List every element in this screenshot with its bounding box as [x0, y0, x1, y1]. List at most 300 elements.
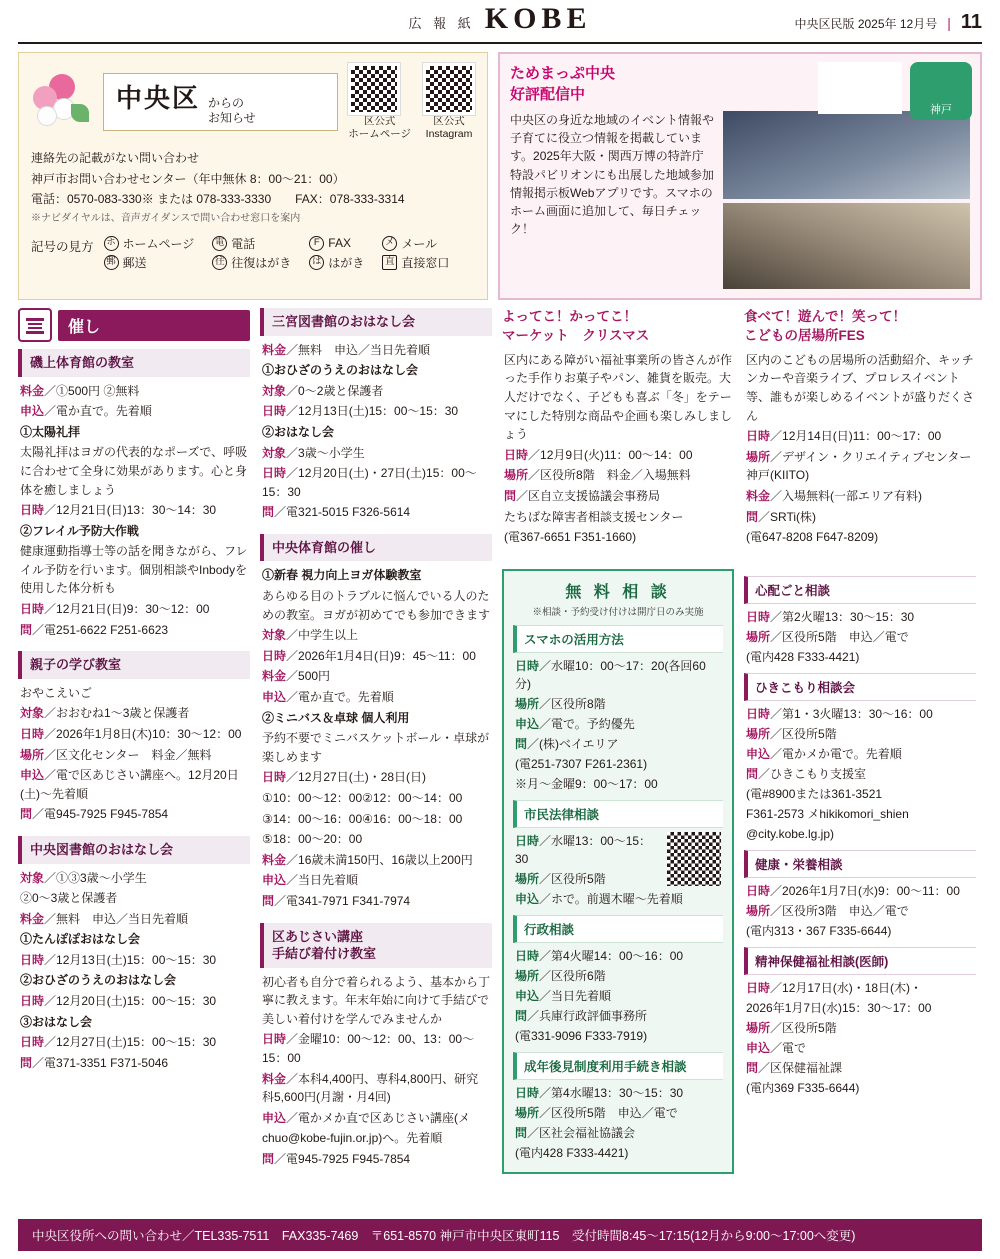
- detail-line: [20, 501, 248, 520]
- consult-item: [744, 947, 976, 1097]
- column-1-cards: [18, 349, 250, 1072]
- legend-item-post: [104, 254, 195, 271]
- field-value: ／区文化センター 料金／無料: [44, 747, 212, 762]
- detail-line: [746, 999, 974, 1017]
- consult-item-body: [744, 975, 976, 1097]
- consult-item-title: 健康・栄養相談: [744, 850, 976, 878]
- field-value: ／電かメか電で。先着順: [770, 746, 902, 761]
- detail-line: [20, 1013, 248, 1032]
- consult-item-title: 市民法律相談: [513, 800, 723, 828]
- field-value: ①たんぽぽおはなし会: [20, 932, 141, 947]
- kobe-badge: 神戸: [910, 62, 972, 120]
- field-label: 問: [262, 1151, 275, 1166]
- contact-line-3: 電話：0570-083-330※ または 078-333-3330 FAX：078-333-3314: [31, 192, 405, 207]
- qr-code-icon[interactable]: [423, 63, 475, 115]
- field-value: ／本科4,400円、専科4,800円、研究科5,600円(月謝・月4回): [262, 1071, 479, 1105]
- field-label: 場所: [746, 903, 771, 918]
- field-label: 対象: [20, 706, 45, 721]
- field-value: ／第2火曜13：30～15：30: [770, 609, 915, 624]
- field-value: ／区役所5階: [539, 871, 606, 886]
- field-value: ②おはなし会: [262, 424, 335, 439]
- flower-icon: [31, 74, 93, 130]
- detail-line: [20, 443, 248, 499]
- field-value: ⑤18：00～20：00: [262, 832, 363, 847]
- field-value: ／第4火曜14：00～16：00: [539, 948, 684, 963]
- legend-item-postcard: [309, 254, 364, 271]
- post-icon: 郵: [104, 255, 119, 270]
- card-title-line: 三宮図書館のおはなし会: [272, 314, 416, 329]
- detail-line: [504, 487, 732, 506]
- field-label: 日時: [262, 466, 287, 481]
- detail-line: [515, 715, 721, 733]
- consult-item-body: [744, 604, 976, 666]
- card-title-line: 中央体育館の催し: [272, 539, 377, 555]
- card-body: [18, 679, 250, 824]
- field-label: 問: [746, 1060, 759, 1075]
- consult-item-title: 行政相談: [513, 915, 723, 943]
- kodomo-fes-body: [744, 346, 976, 547]
- field-label: 場所: [504, 468, 529, 483]
- field-value: ／第4水曜13：30～15：30: [539, 1085, 684, 1100]
- field-label: 料金: [262, 669, 287, 684]
- field-label: 日時: [20, 727, 45, 741]
- masthead-title: [409, 2, 592, 36]
- field-label: 申込: [262, 873, 287, 888]
- field-label: 日時: [20, 1035, 45, 1050]
- field-label: 場所: [746, 629, 771, 644]
- column-4: [744, 308, 976, 549]
- detail-line: [262, 1109, 490, 1128]
- detail-line: [515, 657, 721, 693]
- detail-line: [20, 522, 248, 541]
- telephone-icon: 電: [212, 236, 227, 251]
- consult-item-body: [513, 943, 723, 1045]
- detail-line: [262, 768, 490, 787]
- card-title: [260, 308, 492, 336]
- detail-line: [515, 735, 721, 753]
- detail-line: [262, 892, 490, 911]
- field-value: ／入場無料(一部エリア有料): [770, 488, 923, 503]
- field-label: 料金: [20, 911, 45, 926]
- card-title-line: 中央図書館のおはなし会: [30, 841, 174, 857]
- fax-icon: F: [309, 236, 324, 251]
- card-title: [18, 836, 250, 864]
- field-value: あらゆる目のトラブルに悩んでいる人のための教室。ヨガが初めてでも参加できます: [262, 589, 491, 622]
- market-title: [502, 308, 734, 346]
- detail-line: [746, 882, 974, 900]
- field-value: ／電で。予約優先: [539, 716, 635, 731]
- field-label: 問: [515, 1008, 528, 1023]
- field-value: ／区自立支援協議会事務局: [516, 488, 661, 503]
- field-label: 日時: [262, 648, 287, 663]
- field-value: ／0～2歳と保護者: [286, 383, 384, 398]
- postcard-icon: は: [309, 255, 324, 270]
- detail-line: [20, 889, 248, 908]
- detail-line: [504, 466, 732, 485]
- detail-line: [20, 423, 248, 442]
- field-label: 料金: [262, 852, 287, 867]
- card-title-line: 区あじさい講座: [272, 928, 364, 944]
- field-value: 区内にある障がい福祉事業所の皆さんが作った手作りお菓子やパン、雑貨を販売。大人だけでなく、子どもも喜ぶ「冬」をテーマにした特別な商品や企画も楽しみしましょう: [504, 352, 733, 442]
- consult-item: [744, 576, 976, 666]
- field-value: (電647-8208 F647-8209): [746, 530, 879, 545]
- column-2: [260, 308, 492, 1181]
- field-label: 申込: [515, 716, 540, 731]
- field-value: ／12月13日(土)15：00～15：30: [286, 404, 459, 419]
- field-value: ／電で: [770, 1040, 807, 1055]
- detail-line: [262, 361, 490, 380]
- field-value: ②おひざのうえのおはなし会: [20, 973, 177, 988]
- consult-item: [513, 1052, 723, 1162]
- contact-lines: [31, 149, 475, 226]
- field-value: ／電341-7971 F341-7974: [274, 893, 411, 908]
- field-label: 問: [746, 509, 759, 524]
- detail-line: [20, 971, 248, 990]
- field-value: ／2026年1月7日(水)9：00～11：00: [770, 883, 960, 898]
- card-body: [260, 968, 492, 1169]
- detail-line: [20, 766, 248, 803]
- detail-line: [262, 789, 490, 808]
- field-label: 料金: [746, 488, 771, 503]
- event-card: [18, 349, 250, 639]
- field-value: ／12月14日(日)11：00～17：00: [770, 429, 942, 444]
- detail-line: [20, 1054, 248, 1073]
- detail-line: [20, 621, 248, 640]
- field-label: 日時: [504, 447, 529, 462]
- detail-line: [262, 667, 490, 686]
- detail-line: [515, 1027, 721, 1045]
- field-label: 対象: [262, 445, 287, 460]
- detail-line: [504, 528, 732, 547]
- detail-line: [746, 725, 974, 743]
- legend-item-tel: [212, 235, 291, 252]
- field-value: ／当日先着順: [539, 988, 612, 1003]
- field-value: ／デザイン・クリエイティブセンター神戸(KIITO): [746, 449, 972, 483]
- detail-line: [746, 765, 974, 783]
- free-consult-items: [513, 625, 723, 1162]
- edition-label: 中央区民版 2025年 12月号: [794, 17, 938, 31]
- legend-label-postcard: はがき: [328, 255, 365, 270]
- card-title: [260, 534, 492, 562]
- tamemap-description: 中央区の身近な地域のイベント情報や子育てに役立つ情報を掲載しています。2025年大阪・関西万博の特許庁特設パビリオンにも出展した地域参加情報掲示板Webアプリです。スマホのホーム画面に追加して、毎日チェック！: [510, 113, 715, 237]
- detail-line: [746, 1039, 974, 1057]
- tamemap-body: [510, 111, 970, 289]
- field-value: ／①③3歳～小学生: [44, 870, 147, 885]
- detail-line: [515, 967, 721, 985]
- field-value: F361-2573 メhikikomori_shien: [746, 806, 909, 821]
- field-value: ／12月21日(日)13：30～14：30: [44, 503, 217, 518]
- detail-line: [20, 992, 248, 1011]
- field-label: 申込: [262, 1110, 287, 1125]
- detail-line: [262, 382, 490, 401]
- field-value: ／金曜10：00～12：00、13：00～15：00: [262, 1032, 475, 1065]
- ward-name: 中央区: [116, 83, 201, 114]
- field-label: 対象: [262, 383, 287, 398]
- detail-line: [515, 775, 721, 793]
- free-consult-box: [502, 569, 734, 1174]
- tamemap-photos: [723, 111, 970, 289]
- detail-line: [20, 910, 248, 929]
- market-title-line2: マーケット クリスマス: [502, 327, 650, 343]
- consult-item: [744, 673, 976, 843]
- field-label: 問: [262, 893, 275, 908]
- field-label: 日時: [746, 706, 771, 721]
- field-value: ／12月20日(土)・27日(土)15：00～15：30: [262, 466, 477, 499]
- detail-line: [515, 695, 721, 713]
- field-value: ／おおむね1～3歳と保護者: [44, 706, 190, 721]
- detail-line: [504, 508, 732, 527]
- detail-line: [262, 688, 490, 707]
- legend-label-counter: 直接窓口: [401, 255, 450, 270]
- events-section-title: 催し: [58, 310, 250, 341]
- detail-line: [746, 351, 974, 425]
- legend-item-mail: [382, 235, 449, 252]
- legend-label-mail: メール: [401, 236, 438, 251]
- field-label: 日時: [20, 602, 45, 617]
- card-body: [260, 561, 492, 910]
- detail-line: [515, 890, 721, 908]
- tamemap-title-line1: ためまっぷ中央: [510, 65, 616, 82]
- legend: [31, 235, 475, 271]
- card-title-line: 手結び着付け教室: [272, 946, 377, 962]
- legend-label-homepage: ホームページ: [122, 236, 195, 251]
- detail-line: [262, 1070, 490, 1107]
- field-value: ②フレイル予防大作戦: [20, 523, 139, 538]
- columns-3-4: [502, 308, 976, 1181]
- field-label: 日時: [262, 404, 287, 419]
- field-value: たちばな障害者相談支援センター: [504, 509, 684, 524]
- field-value: 2026年1月7日(水)15：30～17：00: [746, 1000, 932, 1015]
- field-label: 場所: [515, 696, 540, 711]
- field-value: ／無料 申込／当日先着順: [44, 911, 189, 926]
- detail-line: [746, 1079, 974, 1097]
- detail-line: [20, 930, 248, 949]
- tamemap-app-card: [818, 62, 902, 114]
- field-value: ／電321-5015 F326-5614: [274, 505, 411, 520]
- field-value: (電内313・367 F335-6644): [746, 923, 892, 938]
- detail-line: [746, 487, 974, 506]
- field-label: 日時: [262, 1032, 287, 1047]
- qr-instagram-label2: Instagram: [425, 128, 473, 141]
- qr-instagram[interactable]: [423, 63, 475, 141]
- field-label: 問: [20, 807, 33, 822]
- event-card: [260, 534, 492, 911]
- field-value: 健康運動指導士等の話を聞きながら、フレイル予防を行います。個別相談やInbodyを使用した体分析も: [20, 544, 248, 596]
- detail-line: [262, 341, 490, 360]
- detail-line: [746, 979, 974, 997]
- detail-line: [504, 446, 732, 465]
- field-label: 場所: [746, 1020, 771, 1035]
- consult-item: [513, 625, 723, 793]
- field-value: ／12月20日(土)15：00～15：30: [44, 994, 217, 1009]
- tamemap-box: [498, 52, 982, 300]
- consult-item-title: 心配ごと相談: [744, 576, 976, 604]
- card-title: [260, 923, 492, 968]
- field-value: 初心者も自分で着られるよう、基本から丁寧に教えます。年末年始に向けて手結びで美しい着付けを学んでみませんか: [262, 974, 491, 1026]
- field-label: 場所: [746, 726, 771, 741]
- detail-line: [20, 725, 248, 744]
- detail-line: [515, 755, 721, 773]
- consult-item: [513, 800, 723, 908]
- ward-notice-header: [31, 63, 475, 141]
- field-label: 対象: [20, 870, 45, 885]
- field-value: ③おはなし会: [20, 1014, 93, 1029]
- field-value: ／第1・3火曜13：30～16：00: [770, 706, 933, 721]
- detail-line: [515, 1144, 721, 1162]
- field-value: ／(株)ベイエリア: [527, 736, 619, 751]
- consult-item-title: 成年後見制度利用手続き相談: [513, 1052, 723, 1080]
- legend-label-return-postcard: 往復はがき: [231, 255, 292, 270]
- field-label: 場所: [20, 747, 45, 762]
- legend-item-fax: [309, 235, 364, 252]
- field-value: ／12月27日(土)15：00～15：30: [44, 1035, 217, 1050]
- feature-row: [502, 308, 976, 549]
- ward-subtitle: [208, 96, 256, 126]
- contact-line-2: 神戸市お問い合わせセンター（年中無休 8：00～21：00）: [31, 171, 345, 186]
- market-body: [502, 346, 734, 547]
- detail-line: [746, 608, 974, 626]
- detail-line: [20, 746, 248, 765]
- field-label: 問: [746, 766, 759, 781]
- ward-subtitle-line2: お知らせ: [208, 111, 256, 126]
- detail-line: [746, 628, 974, 646]
- detail-line: [746, 805, 974, 823]
- detail-line: [262, 503, 490, 522]
- market-title-line1: よってこ！かってこ！: [502, 309, 637, 324]
- card-body: [18, 377, 250, 640]
- field-value: ／電945-7925 F945-7854: [274, 1151, 411, 1166]
- counter-icon: 直: [382, 255, 397, 270]
- top-section: [0, 44, 1000, 300]
- consult-item: [744, 850, 976, 940]
- qr-homepage[interactable]: [348, 63, 411, 141]
- detail-line: [746, 427, 974, 446]
- field-label: 問: [20, 622, 33, 637]
- field-value: ／電かメか直で区あじさい講座(メ: [286, 1110, 471, 1125]
- field-label: 日時: [746, 883, 771, 898]
- card-body: [18, 864, 250, 1073]
- consult-item-title: 精神保健福祉相談(医師): [744, 947, 976, 975]
- field-label: 問: [504, 488, 517, 503]
- event-card: [18, 836, 250, 1072]
- field-label: 日時: [515, 833, 540, 848]
- column-3: [502, 308, 734, 549]
- field-value: (電内428 F333-4421): [515, 1145, 629, 1160]
- field-value: ／区役所5階 申込／電で: [770, 629, 909, 644]
- detail-line: [746, 1019, 974, 1037]
- field-value: おやこえいご: [20, 685, 93, 700]
- detail-line: [262, 464, 490, 501]
- detail-line: [262, 566, 490, 585]
- field-value: ／無料 申込／当日先着順: [286, 342, 431, 357]
- field-label: 申込: [515, 988, 540, 1003]
- field-label: 対象: [262, 628, 287, 643]
- field-value: (電367-6651 F351-1660): [504, 530, 637, 545]
- consult-item-body: [744, 878, 976, 940]
- detail-line: [262, 1150, 490, 1169]
- field-value: ／SRTi(株): [758, 509, 817, 524]
- detail-line: [262, 973, 490, 1029]
- field-value: ／12月27日(土)・28日(日): [286, 770, 427, 785]
- field-value: ／電371-3351 F371-5046: [32, 1055, 169, 1070]
- field-label: 日時: [262, 770, 287, 785]
- field-value: ／水曜10：00～17：20(各回60分): [515, 658, 706, 691]
- field-label: 料金: [20, 383, 45, 398]
- detail-line: [262, 1030, 490, 1067]
- ward-notice-box: [18, 52, 488, 300]
- detail-line: [746, 1059, 974, 1077]
- field-label: 場所: [515, 968, 540, 983]
- field-value: ①おひざのうえのおはなし会: [262, 363, 419, 378]
- field-value: ／①500円 ②無料: [44, 383, 140, 398]
- masthead: [0, 0, 1000, 42]
- consult-item: [513, 915, 723, 1045]
- detail-line: [20, 951, 248, 970]
- detail-line: [515, 1124, 721, 1142]
- field-value: ／区役所5階: [770, 1020, 837, 1035]
- field-value: ／16歳未満150円、16歳以上200円: [286, 852, 473, 867]
- kodomo-fes-title: [744, 308, 976, 346]
- field-value: ／区役所6階: [539, 968, 606, 983]
- legend-label-fax: FAX: [328, 236, 351, 251]
- field-label: 申込: [20, 768, 45, 783]
- detail-line: [515, 1104, 721, 1122]
- field-value: ／兵庫行政評価事務所: [527, 1008, 648, 1023]
- detail-line: [746, 648, 974, 666]
- detail-line: [746, 705, 974, 723]
- field-value: ／区役所8階: [539, 696, 606, 711]
- qr-code-icon[interactable]: [667, 832, 721, 886]
- field-value: ／2026年1月8日(木)10：30～12：00: [44, 727, 242, 741]
- legend-item-return-postcard: [212, 254, 291, 271]
- divider-icon: |: [947, 15, 951, 31]
- field-value: ／中学生以上: [286, 628, 359, 643]
- field-value: (電内428 F333-4421): [746, 649, 860, 664]
- detail-line: [20, 402, 248, 421]
- legend-title: 記号の見方: [31, 239, 94, 254]
- free-consult-title: 無 料 相 談: [565, 583, 671, 601]
- consult-item-body: [513, 1080, 723, 1162]
- field-label: 日時: [515, 1085, 540, 1100]
- detail-line: [262, 444, 490, 463]
- detail-line: [20, 704, 248, 723]
- field-value: ／区役所8階 料金／入場無料: [528, 468, 691, 483]
- return-postcard-icon: 往: [212, 255, 227, 270]
- detail-line: [20, 1033, 248, 1052]
- field-label: 問: [20, 1055, 33, 1070]
- detail-line: [746, 528, 974, 547]
- detail-line: [262, 647, 490, 666]
- field-label: 日時: [20, 503, 45, 518]
- field-value: ①新春 視力向上ヨガ体験教室: [262, 568, 422, 583]
- field-value: ／電945-7925 F945-7854: [32, 807, 169, 822]
- mail-icon: メ: [382, 236, 397, 251]
- field-label: 日時: [20, 994, 45, 1009]
- legend-grid: [104, 235, 450, 271]
- field-value: ③14：00～16：00④16：00～18：00: [262, 811, 463, 826]
- detail-line: [746, 508, 974, 527]
- field-value: ／区役所5階: [770, 726, 837, 741]
- qr-homepage-label2: ホームページ: [348, 128, 411, 141]
- consult-item-body: [744, 701, 976, 843]
- field-value: ／当日先着順: [286, 873, 359, 888]
- field-value: ①太陽礼拝: [20, 424, 81, 439]
- detail-line: [746, 922, 974, 940]
- detail-line: [262, 1129, 490, 1148]
- detail-line: [262, 587, 490, 624]
- column-2-cards: [260, 308, 492, 1169]
- qr-code-icon[interactable]: [348, 63, 400, 115]
